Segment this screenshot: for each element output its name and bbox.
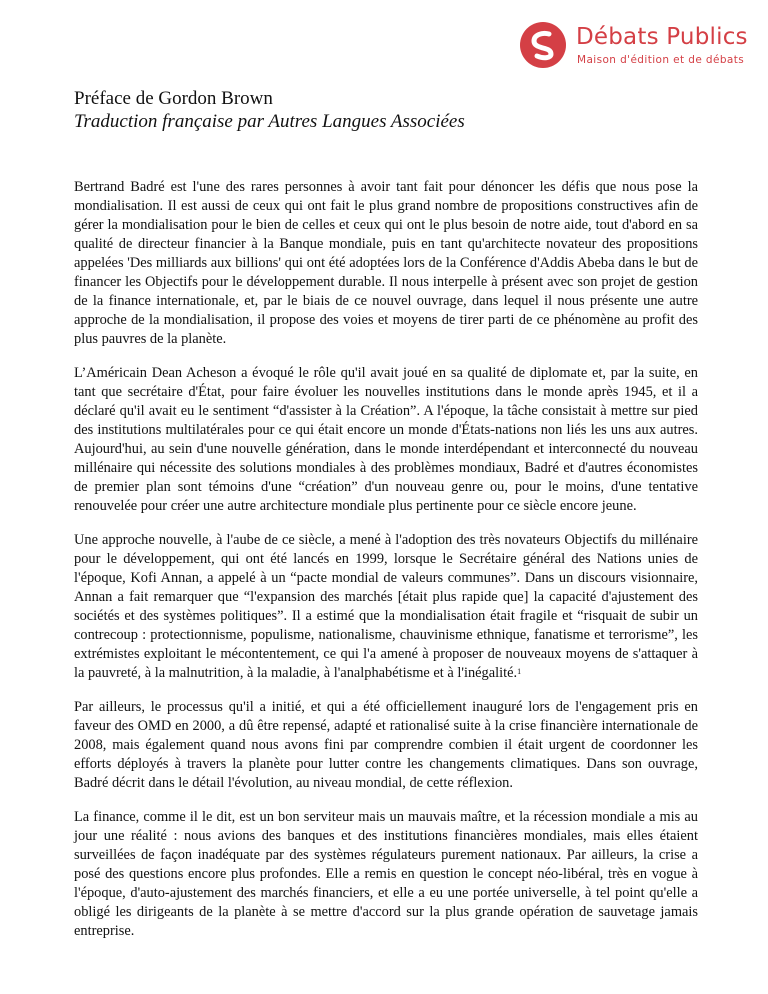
paragraph: Bertrand Badré est l'une des rares personnes à avoir tant fait pour dénoncer les défis que nous pose la mondialisation. Il est aussi de ceux qui ont fait le plus grand nombre de propositions constructives afin de gérer la mondialisation pour le bien de celles et ceux qui ont le plus besoin de notre aide, tout d'abord en sa qualité de directeur financier à la Banque mondiale, puis en tant qu'architecte novateur des propositions appelées 'Des milliards aux billions' qui ont été adoptées lors de la Conférence d'Addis Abeba dans le but de financer les Objectifs pour le développement durable. Il nous interpelle à présent avec son projet de gestion de la finance internationale, et, par le biais de ce nouvel ouvrage, dans lequel il nous présente une autre approche de la mondialisation, il propose des voies et moyens de tirer parti de ce phénomène au profit des plus pauvres de la planète.	[74, 179, 698, 347]
page-title: Préface de Gordon Brown	[74, 88, 273, 109]
brand-tagline: Maison d'édition et de débats	[577, 54, 745, 66]
paragraph: L’Américain Dean Acheson a évoqué le rôle qu'il avait joué en sa qualité de diplomate et, par la suite, en tant que secrétaire d'État, pour faire évoluer les nouvelles institutions dans le monde après 1945, et il a déclaré qu'il avait eu le sentiment “d'assister à la Création”. A l'époque, la tâche consistait à mettre sur pied des institutions multilatérales pour ce qui était encore un monde d'États-nations non liés les uns aux autres. Aujourd'hui, au sein d'une nouvelle génération, dans le monde interdépendant et interconnecté du nouveau millénaire qui nécessite des solutions mondiales à des problèmes mondiaux, Badré et d'autres économistes de premier plan sont témoins d'une “création” d'un nouveau genre ou, pour le moins, d'une tentative renouvelée pour créer une autre architecture mondiale plus pertinente pour ce siècle encore jeune.	[74, 365, 698, 514]
footnote-marker: 1	[517, 667, 522, 676]
paragraph: La finance, comme il le dit, est un bon serviteur mais un mauvais maître, et la récession mondiale a mis au jour une réalité : nous avions des banques et des institutions financières mondiales, mais elles étaient surveillées de façon inadéquate par des systèmes régulateurs purement nationaux. Par ailleurs, la crise a posé des questions encore plus profondes. Elle a remis en question le concept néo-libéral, très en vogue à l'époque, d'auto-ajustement des marchés financiers, et elle a eu une portée universelle, à tel point qu'elle a obligé les dirigeants de la planète à se mettre d'accord sur la plus grande opération de sauvetage jamais entreprise.	[74, 809, 698, 939]
debats-publics-logo-icon	[520, 22, 566, 68]
publisher-logo	[520, 20, 760, 72]
paragraph-text: Une approche nouvelle, à l'aube de ce siècle, a mené à l'adoption des très novateurs Objectifs du millénaire pour le développement, qui ont été lancés en 1999, lorsque le Secrétaire général des Nations unies de l'époque, Kofi Annan, a appelé à un “pacte mondial de valeurs communes”. Dans un discours visionnaire, Annan a fait remarquer que “l'expansion des marchés [était plus rapide que] la capacité d'ajustement des sociétés et des systèmes politiques”. Il a estimé que la mondialisation était fragile et “risquait de subir un contrecoup : protectionnisme, populisme, nationalisme, chauvinisme ethnique, fanatisme et terrorisme”, les extrémistes exploitant le mécontentement, ce qui l'a amené à proposer de nouveaux moyens de s'attaquer à la pauvreté, à la malnutrition, à la maladie, à l'analphabétisme et à l'inégalité.	[74, 532, 698, 681]
brand-name: Débats Publics	[576, 24, 748, 50]
paragraph: Par ailleurs, le processus qu'il a initié, et qui a été officiellement inauguré lors de l'engagement pris en faveur des OMD en 2000, a dû être repensé, adapté et rationalisé suite à la crise financière internationale de 2008, mais également quand nous avons fini par comprendre combien il était urgent de coordonner les efforts déployés à travers la planète pour lutter contre les changements climatiques. Dans son ouvrage, Badré décrit dans le détail l'évolution, au niveau mondial, de cette réflexion.	[74, 699, 698, 791]
page-subtitle: Traduction française par Autres Langues Associées	[74, 111, 465, 132]
document-body	[74, 178, 698, 956]
paragraph	[74, 531, 698, 683]
